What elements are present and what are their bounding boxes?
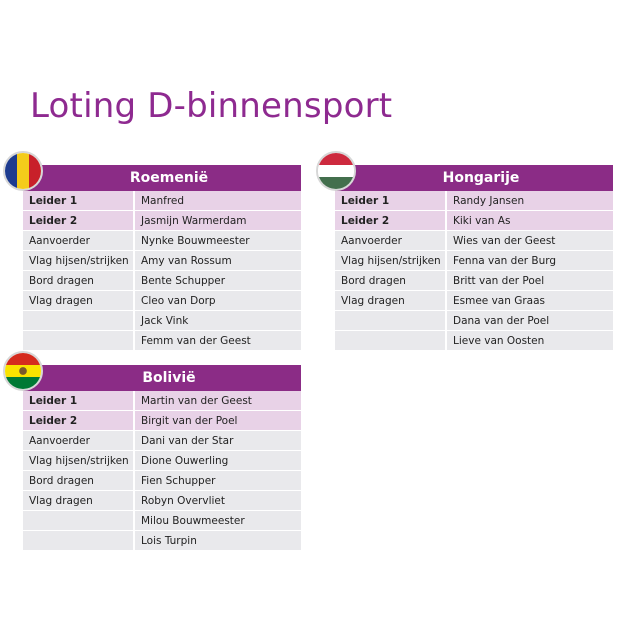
- table-row: [23, 231, 301, 251]
- person-cell: Martin van der Geest: [135, 391, 301, 411]
- table-row: [23, 271, 301, 291]
- roster-table: [335, 191, 613, 351]
- page-title: Loting D-binnensport: [30, 86, 393, 126]
- role-cell: [335, 311, 447, 331]
- person-cell: Bente Schupper: [135, 271, 301, 291]
- person-cell: Birgit van der Poel: [135, 411, 301, 431]
- table-row: [335, 211, 613, 231]
- team-table-romania: [23, 165, 301, 351]
- table-row: [335, 231, 613, 251]
- role-cell: Vlag hijsen/strijken: [23, 451, 135, 471]
- person-cell: Manfred: [135, 191, 301, 211]
- table-row: [23, 531, 301, 551]
- person-cell: Milou Bouwmeester: [135, 511, 301, 531]
- team-table-hungary: [335, 165, 613, 351]
- role-cell: Vlag hijsen/strijken: [23, 251, 135, 271]
- person-cell: Kiki van As: [447, 211, 613, 231]
- person-cell: Femm van der Geest: [135, 331, 301, 351]
- person-cell: Nynke Bouwmeester: [135, 231, 301, 251]
- role-cell: Vlag dragen: [335, 291, 447, 311]
- team-table-bolivia: [23, 365, 301, 551]
- romania-flag-icon: [3, 151, 43, 191]
- role-cell: Leider 1: [23, 391, 135, 411]
- person-cell: Robyn Overvliet: [135, 491, 301, 511]
- table-row: [335, 271, 613, 291]
- table-row: [23, 191, 301, 211]
- person-cell: Amy van Rossum: [135, 251, 301, 271]
- hungary-flag-icon: [316, 151, 356, 191]
- table-row: [23, 411, 301, 431]
- role-cell: Bord dragen: [335, 271, 447, 291]
- person-cell: Lois Turpin: [135, 531, 301, 551]
- person-cell: Fenna van der Burg: [447, 251, 613, 271]
- table-row: [23, 391, 301, 411]
- person-cell: Britt van der Poel: [447, 271, 613, 291]
- person-cell: Fien Schupper: [135, 471, 301, 491]
- roster-table: [23, 191, 301, 351]
- role-cell: [335, 331, 447, 351]
- table-row: [23, 331, 301, 351]
- role-cell: Vlag dragen: [23, 291, 135, 311]
- person-cell: Wies van der Geest: [447, 231, 613, 251]
- role-cell: Vlag hijsen/strijken: [335, 251, 447, 271]
- table-row: [23, 251, 301, 271]
- role-cell: Bord dragen: [23, 471, 135, 491]
- team-name: Hongarije: [335, 165, 613, 191]
- table-row: [23, 511, 301, 531]
- team-name: Bolivië: [23, 365, 301, 391]
- role-cell: Vlag dragen: [23, 491, 135, 511]
- role-cell: Leider 2: [23, 411, 135, 431]
- person-cell: Jack Vink: [135, 311, 301, 331]
- role-cell: [23, 331, 135, 351]
- role-cell: Aanvoerder: [335, 231, 447, 251]
- person-cell: Esmee van Graas: [447, 291, 613, 311]
- table-row: [23, 311, 301, 331]
- team-name: Roemenië: [23, 165, 301, 191]
- role-cell: Leider 1: [335, 191, 447, 211]
- table-row: [335, 251, 613, 271]
- role-cell: Bord dragen: [23, 271, 135, 291]
- table-row: [23, 491, 301, 511]
- person-cell: Lieve van Oosten: [447, 331, 613, 351]
- table-row: [335, 191, 613, 211]
- table-row: [335, 311, 613, 331]
- table-row: [335, 331, 613, 351]
- role-cell: [23, 531, 135, 551]
- person-cell: Dani van der Star: [135, 431, 301, 451]
- table-row: [23, 291, 301, 311]
- role-cell: Aanvoerder: [23, 431, 135, 451]
- table-row: [23, 211, 301, 231]
- person-cell: Randy Jansen: [447, 191, 613, 211]
- person-cell: Dione Ouwerling: [135, 451, 301, 471]
- table-row: [335, 291, 613, 311]
- role-cell: [23, 511, 135, 531]
- person-cell: Dana van der Poel: [447, 311, 613, 331]
- table-row: [23, 451, 301, 471]
- role-cell: Leider 2: [335, 211, 447, 231]
- role-cell: Leider 2: [23, 211, 135, 231]
- role-cell: Aanvoerder: [23, 231, 135, 251]
- person-cell: Cleo van Dorp: [135, 291, 301, 311]
- table-row: [23, 471, 301, 491]
- roster-table: [23, 391, 301, 551]
- bolivia-flag-icon: [3, 351, 43, 391]
- person-cell: Jasmijn Warmerdam: [135, 211, 301, 231]
- role-cell: [23, 311, 135, 331]
- role-cell: Leider 1: [23, 191, 135, 211]
- table-row: [23, 431, 301, 451]
